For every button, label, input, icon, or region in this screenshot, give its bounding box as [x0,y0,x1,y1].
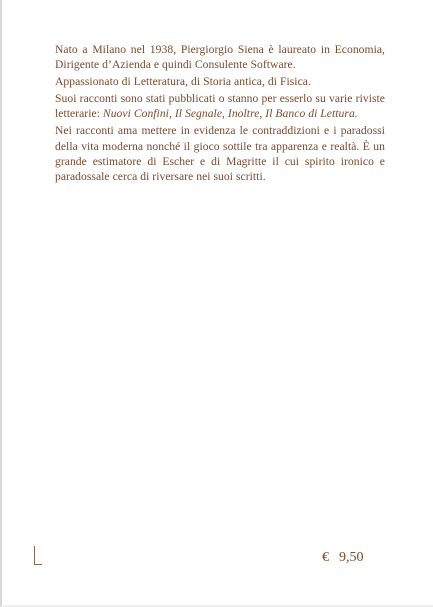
bio-paragraph-3-text: Suoi racconti sono stati pubblicati o stanno per esserlo su varie riviste letterarie: [55,92,385,121]
price-amount: 9,50 [339,550,364,565]
currency-symbol: € [322,550,329,565]
magazine-titles: Nuovi Confini, Il Segnale, Inoltre, Il Banco di Lettura. [102,107,358,121]
bio-paragraph-2: Appassionato di Letteratura, di Storia antica, di Fisica. [55,75,311,89]
price-label [322,550,364,566]
bio-paragraph-4: Nei racconti ama mettere in evidenza le contraddizioni e i paradossi della vita moderna nonché il gioco sottile tra apparenza e realtà. È un grande estimatore di Escher e di Magritte il cui spirito ironico e paradossale cerca di riversare nei suoi scritti. [55,124,385,183]
author-biography [55,42,385,184]
bio-paragraph-3 [55,91,385,121]
bio-paragraph-1: Nato a Milano nel 1938, Piergiorgio Siena è laureato in Economia, Dirigente d’Azienda e quindi Consulente Software. [55,43,385,72]
corner-crop-mark [34,546,42,565]
